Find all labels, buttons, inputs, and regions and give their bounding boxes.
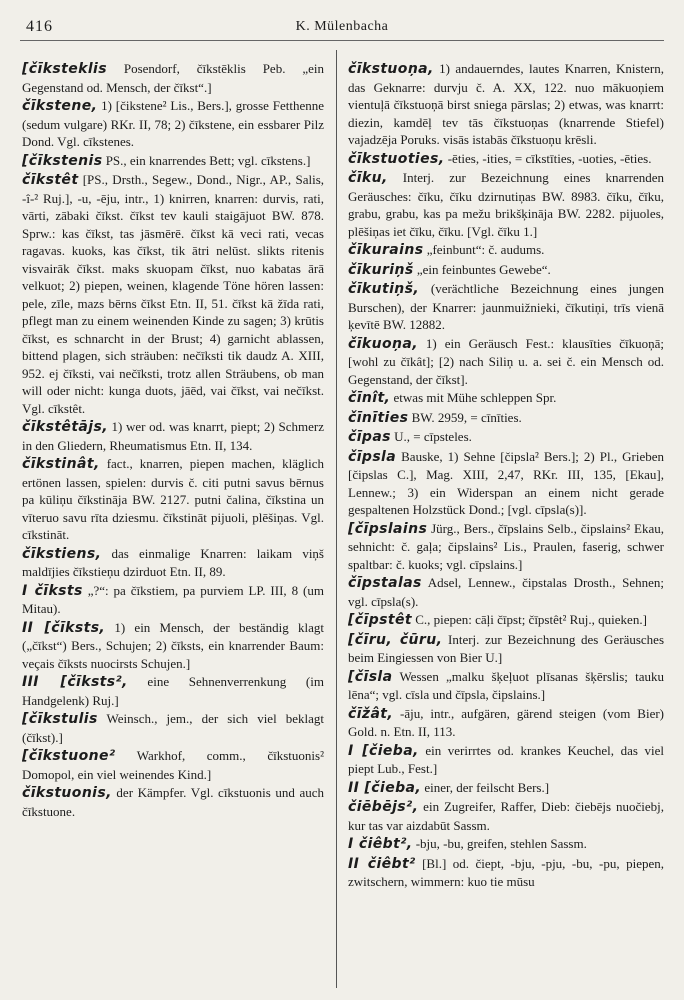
dictionary-entry: [348, 835, 664, 854]
entry-headword: I čīksts: [22, 582, 83, 599]
entry-definition: 1) andauerndes, lautes Knarren, Knistern, das Geknarre: durvju č. A. XX, 122. nuo mākuoņiem vientuļā čīkstuoņā birst sniega pārslas; 2) etwas, was knarrt: diezin, kamdēļ tev tās čīkstuoņas (knarrende Stiefel) vajadzēja Poruks. visās istabās čīkstuoņu krēsli.: [348, 61, 664, 147]
dictionary-entry: [348, 631, 664, 667]
entry-definition: eine Sehnenverrenkung (im Handgelenk) Ruj.]: [22, 674, 324, 708]
entry-definition: Warkhof, comm., čīkstuonis² Domopol, ein viel weinendes Kind.]: [22, 748, 324, 782]
entry-definition: „ein feinbuntes Gewebe“.: [413, 261, 551, 277]
entry-headword: [čīkstulis: [22, 711, 98, 727]
entry-definition: Wessen „malku šķeļuot plīsanas šķērslis; tauku lēna“; vgl. cīsla und čīpsla, čipslains.]: [348, 668, 664, 702]
entry-definition: BW. 2959, = cīnīties.: [408, 409, 522, 425]
dictionary-entry: [22, 97, 324, 151]
dictionary-entry: [348, 169, 664, 240]
entry-headword: II [čieba,: [348, 779, 422, 796]
dictionary-entry: [348, 389, 664, 408]
dictionary-entry: [22, 60, 324, 96]
entry-definition: Posendorf, čīkstēklis Peb. „ein Gegenstand od. Mensch, der čīkst“.]: [22, 61, 324, 95]
dictionary-entry: [348, 574, 664, 610]
dictionary-entry: [348, 409, 664, 428]
entry-headword: II čiêbt²: [348, 855, 416, 872]
dictionary-entry: [22, 673, 324, 709]
dictionary-entry: [348, 150, 664, 169]
dictionary-entry: [348, 855, 664, 891]
entry-headword: čīkstêtājs,: [22, 419, 108, 435]
entry-definition: Weinsch., jem., der sich viel beklagt (čīkst).]: [22, 711, 324, 745]
entry-definition: 1) [čikstene² Lis., Bers.], grosse Fetthenne (sedum vulgare) RKr. II, 78; 2) čīkstene, ein essbarer Pilz Dond. Vgl. cīkstenes.: [22, 98, 324, 149]
entry-headword: [čīru, čūru,: [348, 631, 443, 648]
entry-definition: 1) ein Mensch, der beständig klagt („čīkst“) Bers., Schujen; 2) čīksts, ein knarrender Baum: veçais čīksts nuocirsts Schujen.]: [22, 619, 324, 671]
entry-definition: PS., ein knarrendes Bett; vgl. cīkstens.]: [102, 152, 311, 168]
dictionary-entry: [22, 455, 324, 544]
entry-headword: čīkstiens,: [22, 545, 102, 562]
entry-definition: U., = cīpsteles.: [390, 429, 472, 444]
entry-headword: [čīpslains: [348, 520, 428, 537]
entry-definition: der Kämpfer. Vgl. cīkstuonis und auch čīkstuone.: [22, 785, 324, 819]
dictionary-entry: [348, 611, 664, 630]
dictionary-entry: [348, 520, 664, 574]
entry-headword: čīkstinât,: [22, 456, 100, 472]
dictionary-entry: [348, 705, 664, 741]
entry-definition: fact., knarren, piepen machen, kläglich ertönen lassen, spielen: durvis č. citi putni savus bērnus pa kūliņu čīkstināja BW. 2127. putni čalina, čīkstina un vīteruo savu rīta dziesmu. čīkstināt pijuoli, plēšiņas. Vgl. cīkstināt.: [22, 456, 324, 542]
entry-headword: čīkuoņa,: [348, 335, 418, 352]
page-header: [20, 18, 664, 41]
entry-definition: [PS., Drsth., Segew., Dond., Nigr., AP., Salis, -î-² Ruj.], -u, -ēju, intr., 1) knirren, knarren: durvis, rati, vārti, zābaki čīkst. čīkst tev kauli staigājuot BW. 878. Sprw.: kas čīkst, tas jāsmērē. čīkst kā veci rati, vecas ragavas. kuoks, kas čīkst, tik ātri nelūst. slikts ritenis visvairāk čīkst. maks skuopam čīkst, nuo kabatas ārā velkuot; 2) piepen, weinen, klagende Töne hören lassen: pele, zīle, mazs bērns čīkst Etn. II, 51. čīkst kā žīda rati, pflegt man zu einem weinenden Kinde zu sagen; 3) krūtis čīkst, es schnarcht in der Brust; 4) garnicht ablassen, bittend plagen, sich sträuben: nečīksti tik daudz A. XIII, 952. ej čīksti, vai nečīksti, trotz allen Sträubens, ob man will oder nicht: kunga duots, jāēd, vai čīkst, vai nečīkst. Vgl. cīkstêt.: [22, 172, 324, 416]
entry-definition: ein verirrtes od. krankes Keuchel, das viel piept Lub., Fest.]: [348, 742, 664, 776]
entry-headword: čīkstuonis,: [22, 785, 112, 801]
entry-headword: čīnīties: [348, 409, 409, 426]
dictionary-entry: [348, 742, 664, 778]
entry-definition: -bju, -bu, greifen, stehlen Sassm.: [412, 836, 587, 851]
dictionary-entry: [22, 545, 324, 581]
entry-definition: -ēties, -ities, = cīkstīties, -uoties, -ēties.: [444, 150, 652, 166]
entry-definition: (verächtliche Bezeichnung eines jungen Burschen), der Knarrer: jaunmuižnieki, čīkutiņi, trīs vienā ķevītē BW. 12882.: [348, 281, 664, 332]
entry-definition: einer, der feilscht Bers.]: [421, 779, 550, 795]
entry-headword: čīkstêt: [22, 172, 79, 188]
dictionary-entry: [348, 448, 664, 519]
entry-definition: „feinbunt“: č. audums.: [423, 242, 545, 257]
column-divider: [336, 50, 337, 988]
entry-headword: čīku,: [348, 170, 388, 186]
entry-headword: čīpsla: [348, 448, 397, 465]
dictionary-entry: [22, 418, 324, 454]
entry-headword: čīkstuoņa,: [348, 61, 434, 77]
entry-definition: Adsel, Lennew., čipstalas Drosth., Sehnen; vgl. cīpsla(s).: [348, 575, 664, 609]
entry-headword: III [čīksts²,: [22, 674, 128, 690]
entry-definition: etwas mit Mühe schleppen Spr.: [390, 390, 557, 405]
entry-headword: [čīsla: [348, 668, 393, 685]
dictionary-entry: [22, 747, 324, 783]
entry-headword: I [čieba,: [348, 742, 419, 759]
dictionary-entry: [348, 261, 664, 280]
entry-headword: I čiêbt²,: [348, 836, 413, 852]
dictionary-entry: [22, 152, 324, 171]
entry-headword: čīkuriņš: [348, 261, 414, 278]
entry-definition: -āju, intr., aufgären, gärend steigen (vom Bier) Gold. n. Etn. II, 113.: [348, 705, 664, 739]
dictionary-entry: [22, 784, 324, 820]
entry-headword: [čīpstêt: [348, 612, 412, 628]
entry-headword: čīpas: [348, 429, 391, 445]
entry-definition: Jürg., Bers., čīpslains Selb., čipslains² Ekau, sehnicht: č. gaļa; čipslains² Lis., Praulen, faserig, schwer spaltbar: č. kuoks; vgl. cīpslains.]: [348, 520, 664, 572]
dictionary-entry: [22, 619, 324, 673]
dictionary-entry: [348, 335, 664, 389]
entry-headword: II [čīksts,: [22, 619, 106, 636]
entry-headword: [čīkstenis: [22, 152, 103, 169]
entry-headword: čīpstalas: [348, 575, 422, 591]
entry-definition: 1) wer od. was knarrt, piept; 2) Schmerz in den Gliedern, Rheumatismus Etn. II, 134.: [22, 419, 324, 453]
left-column: [22, 60, 324, 990]
dictionary-entry: [348, 241, 664, 260]
entry-headword: čīžât,: [348, 705, 394, 722]
dictionary-entry: [348, 280, 664, 334]
dictionary-entry: [22, 582, 324, 618]
entry-definition: Interj. zur Bezeichnung eines knarrenden Geräusches: čīku, čīku dzirnutiņas BW. 8983. čīku, čīku, grabu, grabu, kas pa mežu brikšķināja BW. 2282. pijuoles, plēšiņas iet čīku, čīku. [Vgl. čīku 1.]: [348, 170, 664, 239]
entry-definition: [Bl.] od. čiept, -bju, -pju, -bu, -pu, piepen, zwitschern, wimmern: kuo tie mūsu: [348, 855, 664, 889]
entry-definition: „?“: pa čīkstiem, pa purviem LP. III, 8 (um Mitau).: [22, 582, 324, 616]
dictionary-entry: [22, 710, 324, 746]
entry-headword: čīnît,: [348, 390, 391, 406]
entry-definition: das einmalige Knarren: laikam viņš maldījies čīkstieņu dzirduot Etn. II, 89.: [22, 545, 324, 579]
dictionary-entry: [348, 668, 664, 704]
entry-definition: 1) ein Geräusch Fest.: klausīties čīkuoņā; [wohl zu čīkât]; [2) nach Siliņ u. a. sei č. ein Mensch od. Gegenstand, der čīkst].: [348, 335, 664, 387]
running-title: K. Mülenbacha: [295, 19, 389, 34]
entry-definition: Interj. zur Bezeichnung des Geräusches beim Eingiessen von Bier U.]: [348, 631, 664, 665]
page-number: 416: [26, 18, 53, 35]
entry-definition: C., piepen: cāļi čīpst; čīpstêt² Ruj., quieken.]: [411, 612, 647, 627]
entry-headword: čīkurains: [348, 242, 424, 258]
entry-headword: čiēbējs²,: [348, 799, 419, 815]
dictionary-entry: [348, 779, 664, 798]
entry-headword: [čīksteklis: [22, 61, 107, 77]
dictionary-entry: [348, 428, 664, 447]
entry-headword: čīkstene,: [22, 98, 98, 114]
dictionary-entry: [348, 60, 664, 149]
entry-headword: čīkstuoties,: [348, 150, 445, 167]
entry-definition: ein Zugreifer, Raffer, Dieb: čiebējs nuočiebj, kur tas var aizdabūt Sassm.: [348, 799, 664, 833]
dictionary-entry: [22, 171, 324, 417]
entry-headword: [čīkstuone²: [22, 748, 116, 764]
dictionary-entry: [348, 798, 664, 834]
entry-definition: Bauske, 1) Sehne [čipsla² Bers.]; 2) Pl., Grieben [čipslas C.], Mag. XIII, 2,47, RKr. III, 135, [Ekau], Lennew.; 3) ein Widerspan an einem nicht gerade gespaltenen Holzstück Dond.; [vgl. cīpsla(s)].: [348, 448, 664, 517]
entry-headword: čīkutiņš,: [348, 281, 420, 297]
right-column: [348, 60, 664, 990]
